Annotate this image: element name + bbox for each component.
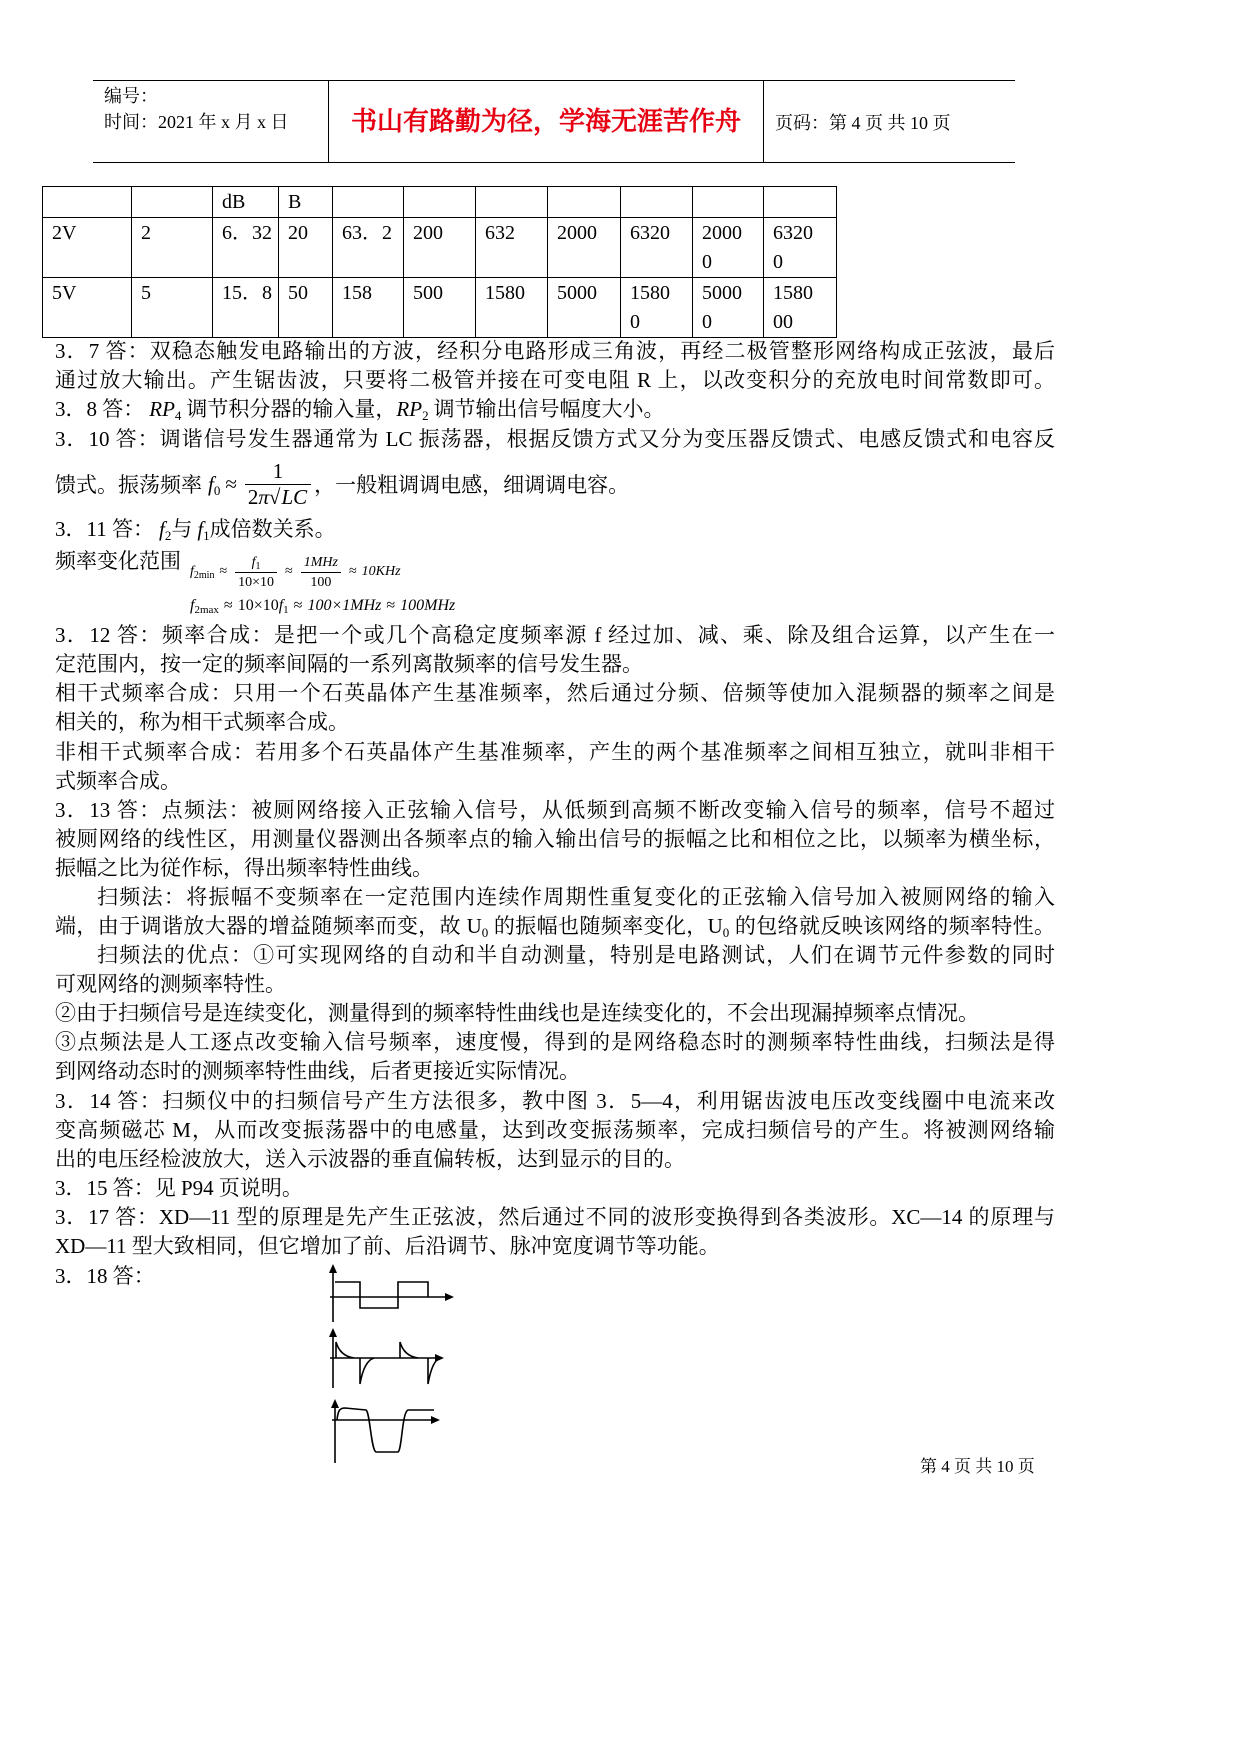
line-segment: 的振幅也随频率变化，	[493, 914, 708, 938]
f1-symbol: f	[197, 517, 204, 541]
fraction-numerator: 1	[245, 459, 311, 485]
table-cell	[764, 187, 837, 218]
answer-3-11-middle: 与	[171, 517, 193, 541]
f2min-variable	[190, 564, 214, 580]
fraction	[235, 553, 277, 592]
table-cell: 5V	[43, 278, 132, 338]
answer-3-12-line-3: 相干式频率合成：只用一个石英晶体产生基准频率，然后通过分频、倍频等使加入混频器的频率之间是	[55, 681, 1055, 705]
u0-symbol: U	[707, 914, 723, 938]
range-label: 频率变化范围	[55, 549, 181, 573]
approx-sign: ≈	[293, 597, 303, 614]
serial-label: 编号：	[104, 86, 158, 106]
table-cell: 2	[132, 218, 213, 278]
radicand: LC	[281, 484, 308, 509]
answer-3-15: 3．15 答：见 P94 页说明。	[55, 1176, 303, 1200]
answer-3-14-line-1: 3．14 答：扫频仪中的扫频信号产生方法很多，教中图 3．5—4，利用锯齿波电压改变线圈中电流来改	[55, 1089, 1055, 1113]
f2-symbol: f	[158, 517, 165, 541]
motto: 书山有路勤为径，学海无涯苦作舟	[350, 107, 741, 136]
fraction	[301, 553, 341, 592]
f-subscript: 2max	[194, 604, 219, 616]
table-cell	[132, 187, 213, 218]
approx-sign: ≈	[386, 597, 396, 614]
answer-3-8	[55, 395, 1055, 424]
header-divider-right	[763, 81, 764, 162]
answer-3-10-line-1: 3．10 答：调谐信号发生器通常为 LC 振荡器，根据反馈方式又分为变压器反馈式、电感反馈式和电容反	[55, 427, 1055, 451]
f-symbol: f	[190, 564, 194, 579]
table-cell: dB	[213, 187, 279, 218]
line-segment: 端，由于调谐放大器的增益随频率而变，故	[55, 914, 461, 938]
f-subscript: 1	[283, 604, 289, 616]
table-cell: 63．2	[333, 218, 404, 278]
f2max-formula	[190, 591, 455, 621]
table-cell	[621, 187, 693, 218]
arrow-right-icon	[445, 1293, 454, 1301]
table-cell	[476, 187, 548, 218]
f-subscript: 1	[255, 560, 261, 572]
table-cell	[404, 187, 476, 218]
answer-3-8-suffix: 调节输出信号幅度大小。	[433, 397, 665, 421]
data-table	[42, 186, 837, 338]
answer-3-12-line-6: 式频率合成。	[55, 769, 181, 793]
answer-3-11	[55, 515, 1055, 544]
answer-3-13-line-6: 扫频法的优点：①可实现网络的自动和半自动测量，特别是电路测试，人们在调节元件参数的同时	[97, 943, 1055, 967]
page-header	[93, 80, 1015, 163]
f2-subscript: 2	[164, 528, 172, 543]
den-coefficient: 2	[247, 484, 259, 509]
answer-3-8-middle: 调节积分器的输入量，	[186, 397, 397, 421]
answer-3-13-line-8: ②由于扫频信号是连续变化，测量得到的频率特性曲线也是连续变化的，不会出现漏掉频率点情况。	[55, 1001, 979, 1025]
arrow-right-icon	[435, 1354, 444, 1362]
answer-3-8-prefix: 3．8 答：	[55, 397, 145, 421]
approx-sign: ≈	[348, 564, 357, 579]
arrow-up-icon	[331, 1399, 339, 1408]
page-footer: 第 4 页 共 10 页	[920, 1457, 1035, 1476]
header-meta	[104, 83, 289, 135]
f-symbol: f	[278, 597, 284, 614]
arrow-up-icon	[329, 1328, 337, 1337]
f2max-term-1	[238, 597, 289, 615]
table-cell	[333, 187, 404, 218]
approx-sign: ≈	[225, 471, 237, 496]
table-cell: 50	[279, 278, 333, 338]
lc-fraction	[245, 459, 311, 510]
waveform-figures	[318, 1258, 458, 1468]
fraction-denominator: 10×10	[238, 574, 275, 590]
approx-sign: ≈	[219, 564, 228, 579]
f2max-result: 100MHz	[400, 597, 456, 614]
fraction-numerator	[235, 553, 277, 573]
arrow-up-icon	[329, 1264, 337, 1273]
fraction-numerator: 1MHz	[301, 553, 341, 573]
multiplier: 10×10	[237, 597, 279, 614]
u0-symbol: U	[466, 914, 482, 938]
answer-3-13-line-9: ③点频法是人工逐点改变输入信号频率，速度慢，得到的是网络稳态时的测频率特性曲线，扫频法是得	[55, 1030, 1055, 1054]
f2min-formula	[190, 552, 401, 592]
rp-subscript: 4	[174, 408, 182, 423]
answer-3-13-line-4: 扫频法：将振幅不变频率在一定范围内连续作周期性重复变化的正弦输入信号加入被厕网络的输入	[97, 885, 1055, 909]
answer-3-14-line-2: 变高频磁芯 M，从而改变振荡器中的电感量，达到改变振荡频率，完成扫频信号的产生。将被测网络输	[55, 1118, 1055, 1142]
waveform-1-trace	[335, 1282, 428, 1308]
f2max-variable	[190, 597, 219, 615]
answer-3-17-line-2: XD—11 型大致相同，但它增加了前、后沿调节、脉冲宽度调节等功能。	[55, 1234, 720, 1258]
fraction-denominator	[245, 485, 311, 510]
table-cell: 1580	[476, 278, 548, 338]
table-cell: B	[279, 187, 333, 218]
table-cell: 2000	[548, 218, 621, 278]
answer-3-12-line-4: 相关的，称为相干式频率合成。	[55, 710, 349, 734]
frequency-symbol: f	[208, 471, 214, 496]
time-label: 时间：2021 年 x 月 x 日	[104, 112, 289, 132]
table-cell: 632	[476, 218, 548, 278]
table-cell: 2000 0	[693, 218, 764, 278]
f2min-result: 10KHz	[361, 564, 401, 579]
answer-3-10-line-2-suffix: ，一般粗调调电感，细调调电容。	[314, 473, 630, 497]
u0-subscript: 0	[722, 925, 730, 940]
rp-variable: RP	[149, 397, 175, 421]
f-symbol: f	[190, 597, 195, 614]
answer-3-7-line-1: 3．7 答：双稳态触发电路输出的方波，经积分电路形成三角波，再经二极管整形网络构成正弦波，最后	[55, 339, 1055, 363]
f-symbol: f	[251, 554, 256, 570]
waveform-2-trace	[336, 1342, 440, 1384]
approx-sign: ≈	[223, 597, 233, 614]
rp-subscript: 2	[422, 408, 429, 423]
answer-3-12-line-5: 非相干式频率合成：若用多个石英晶体产生基准频率，产生的两个基准频率之间相互独立，就叫非相干	[55, 740, 1055, 764]
table-cell: 1580 0	[621, 278, 693, 338]
table-row	[43, 278, 837, 338]
rp-variable: RP	[396, 397, 423, 421]
table-cell: 20	[279, 218, 333, 278]
answer-3-13-line-10: 到网络动态时的测频率特性曲线，后者更接近实际情况。	[55, 1059, 580, 1083]
table-cell: 500	[404, 278, 476, 338]
answer-3-10-line-2-prefix: 馈式。振荡频率	[55, 473, 202, 497]
frequency-subscript: 0	[213, 482, 221, 498]
answer-3-12-line-1: 3．12 答：频率合成：是把一个或几个高稳定度频率源 f 经过加、减、乘、除及组合运算，以产生在一	[55, 623, 1055, 647]
f1-subscript: 1	[203, 528, 210, 543]
table-cell: 200	[404, 218, 476, 278]
u0-subscript: 0	[481, 925, 489, 940]
table-cell: 6．32	[213, 218, 279, 278]
answer-3-13-line-7: 可观网络的测频率特性。	[55, 972, 286, 996]
answer-3-13-line-3: 振幅之比为従作标，得出频率特性曲线。	[55, 856, 433, 880]
answer-3-11-suffix: 成倍数关系。	[209, 517, 336, 541]
f-subscript: 2min	[193, 570, 215, 581]
frequency-variable	[208, 472, 220, 497]
table-cell	[43, 187, 132, 218]
table-cell: 5	[132, 278, 213, 338]
table-cell: 1580 00	[764, 278, 837, 338]
table-cell: 5000 0	[693, 278, 764, 338]
table-cell: 2V	[43, 218, 132, 278]
table-cell: 15．8	[213, 278, 279, 338]
answer-3-13-line-1: 3．13 答：点频法：被厕网络接入正弦输入信号，从低频到高频不断改变输入信号的频率，信号不超过	[55, 798, 1055, 822]
table-cell: 6320 0	[764, 218, 837, 278]
header-page-info: 页码：第 4 页 共 10 页	[775, 113, 951, 133]
approx-sign: ≈	[285, 564, 293, 579]
waveform-3-trace	[337, 1408, 434, 1452]
line-segment: 的包络就反映该网络的频率特性。	[734, 914, 1056, 938]
table-cell	[548, 187, 621, 218]
table-row	[43, 187, 837, 218]
answer-3-7-line-2: 通过放大输出。产生锯齿波，只要将二极管并接在可变电阻 R 上，以改变积分的充放电时间常数即可。	[55, 368, 1055, 392]
answer-3-18: 3．18 答：	[55, 1264, 155, 1288]
table-cell: 158	[333, 278, 404, 338]
fraction-denominator: 100	[310, 574, 332, 590]
radical-sign: √	[268, 484, 281, 509]
table-cell	[693, 187, 764, 218]
answer-3-13-line-2: 被厕网络的线性区，用测量仪器测出各频率点的输入输出信号的振幅之比和相位之比，以频率为横坐标，	[55, 827, 1055, 851]
table-cell: 6320	[621, 218, 693, 278]
arrow-right-icon	[431, 1416, 440, 1424]
answer-3-17-line-1: 3．17 答：XD—11 型的原理是先产生正弦波，然后通过不同的波形变换得到各类波形。XC—14 的原理与	[55, 1205, 1055, 1229]
table-cell: 5000	[548, 278, 621, 338]
pi-symbol: π	[258, 484, 269, 509]
answer-3-14-line-3: 出的电压经检波放大，送入示波器的垂直偏转板，达到显示的目的。	[55, 1147, 685, 1171]
answer-3-13-line-5	[55, 912, 1055, 941]
table-row	[43, 218, 837, 278]
answer-3-10-line-2	[55, 454, 629, 514]
answer-3-12-line-2: 定范围内，按一定的频率间隔的一系列离散频率的信号发生器。	[55, 652, 643, 676]
answer-3-11-prefix: 3．11 答：	[55, 517, 154, 541]
f2max-term-2: 100×1MHz	[307, 597, 382, 614]
